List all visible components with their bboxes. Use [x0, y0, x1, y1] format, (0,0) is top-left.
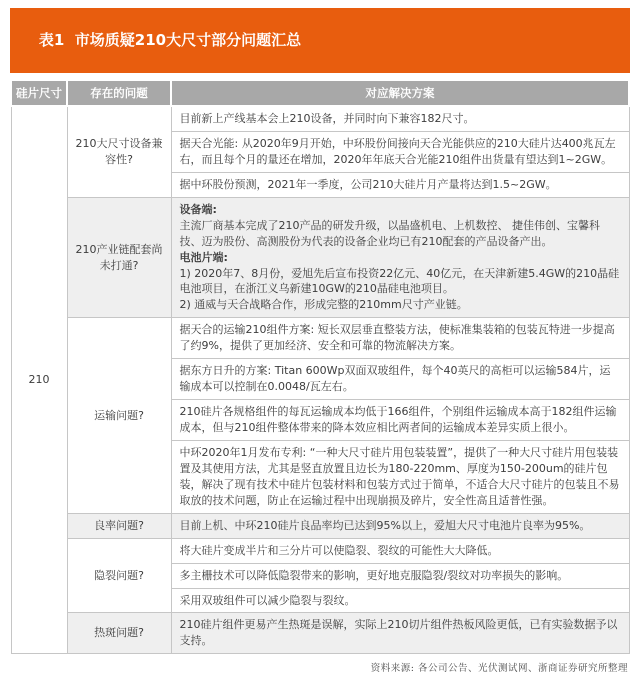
problem-cell: 良率问题?	[67, 513, 171, 538]
solution-section-label: 电池片端:	[179, 250, 228, 264]
problem-cell: 热斑问题?	[67, 613, 171, 654]
table-row	[11, 197, 629, 318]
solution-text-line: 210硅片各规格组件的每瓦运输成本均低于166组件，个别组件运输成本高于182组件运输成本，但与210组件整体带来的降本效应相比两者间的运输成本差异实质上很小。	[179, 405, 617, 434]
solution-text-line: 据天合的运输210组件方案: 短长双层垂直整装方法，使标准集装箱的包装瓦特进一步提高了约9%，提供了更加经济、安全和可靠的物流解决方案。	[179, 323, 615, 353]
solution-text-line: 多主栅技术可以降低隐裂带来的影响，更好地克服隐裂/裂纹对功率损失的影响。	[179, 568, 569, 582]
wafer-size-cell: 210	[11, 106, 67, 654]
solution-cell	[171, 106, 629, 131]
solution-cell	[171, 613, 629, 654]
solution-text-line: 据天合光能: 从2020年9月开始，中环股份间接向天合光能供应的210大硅片达400兆瓦左右，而且每个月的量还在增加，2020年年底天合光能210组件出货量有望达到1~2GW。	[179, 136, 616, 166]
table-title: 表1 市场质疑210大尺寸部分问题汇总	[38, 31, 302, 49]
problem-cell: 运输问题?	[67, 318, 171, 513]
solution-text-line: 目前上机、中环210硅片良品率均已达到95%以上，爱旭大尺寸电池片良率为95%。	[179, 518, 591, 532]
solution-cell	[171, 131, 629, 172]
table-header-row	[11, 80, 629, 106]
problem-cell: 210产业链配套尚未打通?	[67, 197, 171, 318]
solution-text-line: 1) 2020年7、8月份，爱旭先后宣布投资22亿元、40亿元，在天津新建5.4GW的210晶硅电池项目，在浙江义乌新建10GW的210晶硅电池项目。	[179, 266, 620, 296]
table-title-bar	[10, 8, 630, 73]
solution-cell	[171, 563, 629, 588]
problem-cell: 隐裂问题?	[67, 538, 171, 613]
solution-text-line: 主流厂商基本完成了210产品的研发升级，以晶盛机电、上机数控、 捷佳伟创、宝馨科技、迈为股份、高测股份为代表的设备企业均已有210配套的产品设备产出。	[179, 218, 600, 248]
col-header-solution: 对应解决方案	[171, 80, 629, 106]
solution-cell	[171, 588, 629, 613]
solution-cell	[171, 359, 629, 400]
solution-text-line: 目前新上产线基本会上210设备，并同时向下兼容182尺寸。	[179, 112, 475, 125]
col-header-problem: 存在的问题	[67, 80, 171, 106]
solution-text-line: 2) 通威与天合战略合作，形成完整的210mm尺寸产业链。	[179, 298, 468, 312]
table-row	[11, 613, 629, 654]
solution-cell	[171, 172, 629, 197]
solution-cell	[171, 197, 629, 318]
solution-cell	[171, 440, 629, 513]
col-header-wafer-size: 硅片尺寸	[11, 80, 67, 106]
problem-cell: 210大尺寸设备兼容性?	[67, 106, 171, 197]
solution-cell	[171, 318, 629, 359]
solution-text-line: 据东方日升的方案: Titan 600Wp双面双玻组件，每个40英尺的高柜可以运输584片，运输成本可以控制在0.0048/瓦左右。	[179, 364, 611, 394]
solution-text-line: 据中环股份预测，2021年一季度，公司210大硅片月产量将达到1.5~2GW。	[179, 177, 557, 191]
issues-summary-table	[10, 79, 630, 654]
solution-cell	[171, 513, 629, 538]
solution-text-line: 将大硅片变成半片和三分片可以使隐裂、裂纹的可能性大大降低。	[179, 543, 499, 557]
solution-text-line: 210硅片组件更易产生热斑是误解，实际上210切片组件热板风险更低，已有实验数据予以支持。	[179, 618, 618, 648]
solution-section-label: 设备端:	[179, 202, 217, 216]
solution-cell	[171, 400, 629, 441]
table-body	[11, 106, 629, 654]
solution-text-line: 采用双玻组件可以减少隐裂与裂纹。	[179, 593, 356, 607]
table-row	[11, 318, 629, 359]
table-row	[11, 538, 629, 563]
table-row	[11, 513, 629, 538]
table-row	[11, 106, 629, 131]
source-note: 资料来源: 各公司公告、光伏测试网、浙商证券研究所整理	[370, 663, 628, 674]
solution-text-line: 中环2020年1月发布专利: “一种大尺寸硅片用包装装置”，提供了一种大尺寸硅片用包装装置及其使用方法，尤其是竖直放置且边长为180-220mm、厚度为150-200um的硅片包装，解决了现有技术中硅片包装材料和包装方式过于简单，不适合大尺寸硅片的包装且不易取放的技术问题，防止在运输过程中出现崩损及碎片，安全性高且适普性强。	[179, 445, 620, 507]
solution-cell	[171, 538, 629, 563]
